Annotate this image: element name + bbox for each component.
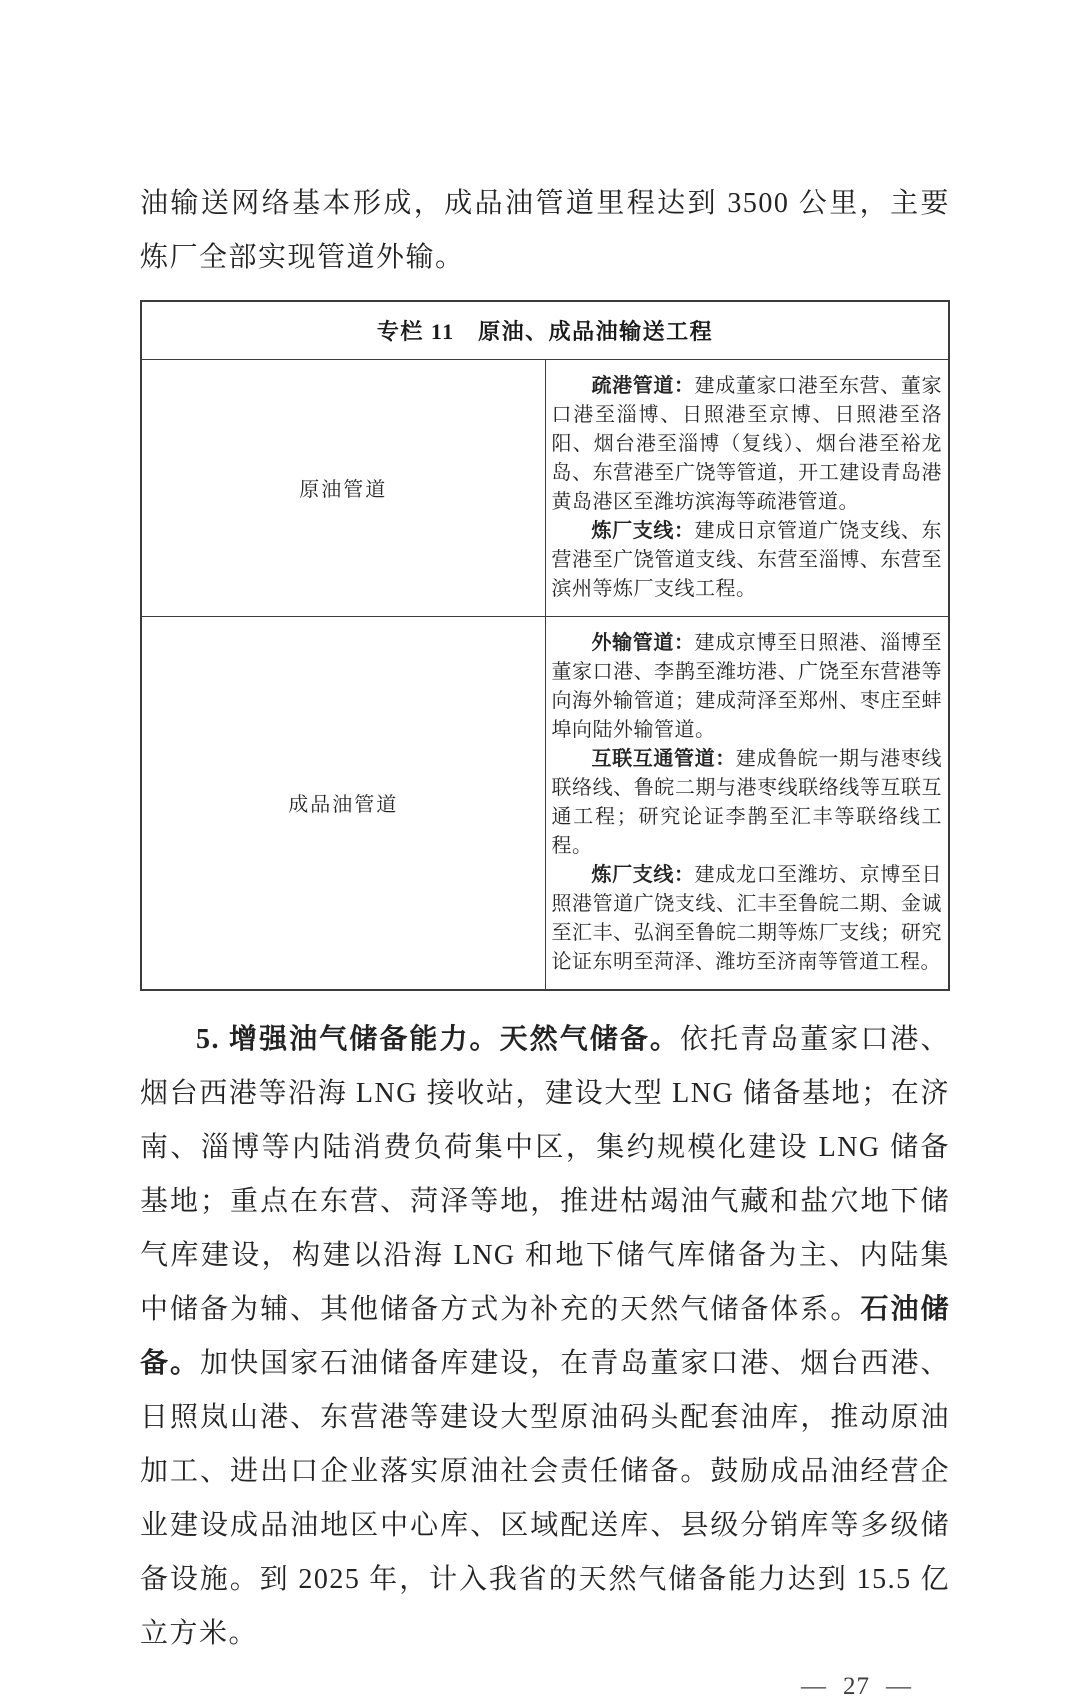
page-number bbox=[140, 1673, 950, 1701]
row-label-refined-oil-pipeline: 成品油管道 bbox=[141, 616, 545, 990]
row-content-crude-oil-pipeline: 疏港管道：建成董家口港至东营、董家口港至淄博、日照港至京博、日照港至洛阳、烟台港至淄博（复线）、烟台港至裕龙岛、东营港至广饶等管道，开工建设青岛港黄岛港区至潍坊滨海等疏港管道。 炼厂支线：建成日京管道广饶支线、东营港至广饶管道支线、东营至淄博、东营至滨州等炼厂支线工程。 bbox=[545, 359, 949, 616]
pipeline-projects-table bbox=[140, 300, 950, 991]
section-5-paragraph: 5. 增强油气储备能力。天然气储备。依托青岛董家口港、烟台西港等沿海 LNG 接收站，建设大型 LNG 储备基地；在济南、淄博等内陆消费负荷集中区，集约规模化建设 LNG 储备基地；重点在东营、菏泽等地，推进枯竭油气藏和盐穴地下储气库建设，构建以沿海 LNG 和地下储气库储备为主、内陆集中储备为辅、其他储备方式为补充的天然气储备体系。石油储备。加快国家石油储备库建设，在青岛董家口港、烟台西港、日照岚山港、东营港等建设大型原油码头配套油库，推动原油加工、进出口企业落实原油社会责任储备。鼓励成品油经营企业建设成品油地区中心库、区域配送库、县级分销库等多级储备设施。到 2025 年，计入我省的天然气储备能力达到 15.5 亿立方米。 bbox=[140, 1023, 950, 1649]
table-title-row bbox=[141, 301, 949, 359]
page-number-value: 27 bbox=[843, 1672, 870, 1700]
row-label-crude-oil-pipeline: 原油管道 bbox=[141, 359, 545, 616]
page-content bbox=[140, 177, 950, 1701]
table-title: 专栏 11 原油、成品油输送工程 bbox=[141, 301, 949, 359]
intro-paragraph: 油输送网络基本形成，成品油管道里程达到 3500 公里，主要炼厂全部实现管道外输。 bbox=[140, 188, 950, 273]
page-number-dash-left: — bbox=[801, 1672, 827, 1700]
page-number-dash-right: — bbox=[886, 1672, 912, 1700]
row-content-refined-oil-pipeline: 外输管道：建成京博至日照港、淄博至董家口港、李鹊至潍坊港、广饶至东营港等向海外输管道；建成菏泽至郑州、枣庄至蚌埠向陆外输管道。 互联互通管道：建成鲁皖一期与港枣线联络线、鲁皖二期与港枣线联络线等互联互通工程；研究论证李鹊至汇丰等联络线工程。 炼厂支线：建成龙口至潍坊、京博至日照港管道广饶支线、汇丰至鲁皖二期、金诚至汇丰、弘润至鲁皖二期等炼厂支线；研究论证东明至菏泽、潍坊至济南等管道工程。 bbox=[545, 616, 949, 990]
table-row-crude-oil-pipeline bbox=[141, 359, 949, 616]
table-row-refined-oil-pipeline bbox=[141, 616, 949, 990]
